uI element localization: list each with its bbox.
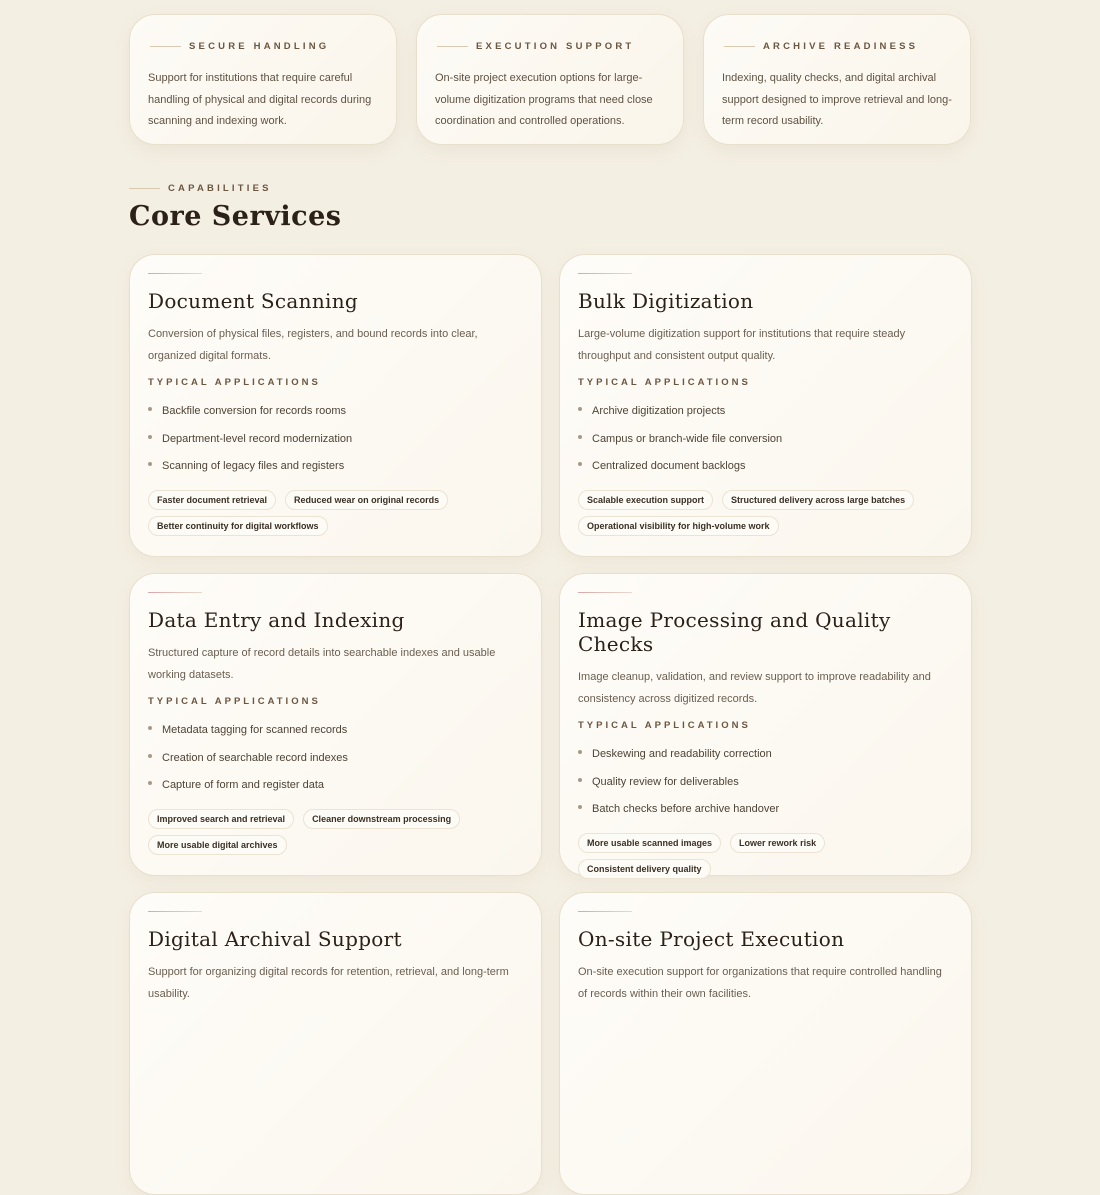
applications-label: TYPICAL APPLICATIONS	[148, 696, 321, 707]
benefit-tag: Reduced wear on original records	[285, 490, 448, 510]
benefit-tag: Operational visibility for high-volume work	[578, 516, 779, 536]
applications-list	[578, 741, 953, 824]
highlight-eyebrow: ARCHIVE READINESS	[724, 41, 952, 52]
benefit-tag: Faster document retrieval	[148, 490, 276, 510]
highlights-row	[129, 14, 971, 145]
application-item: Backfile conversion for records rooms	[148, 398, 523, 426]
applications-list	[148, 398, 523, 481]
application-item: Scanning of legacy files and registers	[148, 453, 523, 481]
highlight-eyebrow: SECURE HANDLING	[150, 41, 378, 52]
benefit-tags	[148, 490, 523, 536]
service-card	[129, 254, 542, 557]
benefit-tag: More usable scanned images	[578, 833, 721, 853]
benefit-tag: Consistent delivery quality	[578, 859, 711, 879]
highlight-card-archive-readiness	[703, 14, 971, 145]
section-title: Core Services	[129, 201, 342, 232]
highlight-card-execution-support	[416, 14, 684, 145]
service-description: Image cleanup, validation, and review support to improve readability and consistency across digitized records.	[578, 671, 931, 705]
card-accent-line	[148, 911, 202, 912]
card-accent-line	[578, 273, 632, 274]
benefit-tag: Better continuity for digital workflows	[148, 516, 328, 536]
card-accent-line	[148, 592, 202, 593]
benefit-tag: Scalable execution support	[578, 490, 713, 510]
applications-list	[148, 717, 523, 800]
application-item: Centralized document backlogs	[578, 453, 953, 481]
benefit-tag: Cleaner downstream processing	[303, 809, 460, 829]
service-description: Support for organizing digital records for retention, retrieval, and long-term usability.	[148, 966, 509, 1000]
applications-list	[578, 398, 953, 481]
benefit-tag: Structured delivery across large batches	[722, 490, 914, 510]
benefit-tag: More usable digital archives	[148, 835, 287, 855]
applications-label: TYPICAL APPLICATIONS	[578, 720, 751, 731]
eyebrow-rule	[150, 46, 181, 47]
service-title: Bulk Digitization	[578, 289, 754, 313]
application-item: Creation of searchable record indexes	[148, 745, 523, 773]
service-title: Document Scanning	[148, 289, 359, 313]
applications-label: TYPICAL APPLICATIONS	[578, 377, 751, 388]
service-card	[129, 892, 542, 1195]
service-title: Digital Archival Support	[148, 927, 402, 951]
application-item: Batch checks before archive handover	[578, 796, 953, 824]
service-card	[559, 892, 972, 1195]
benefit-tags	[148, 809, 523, 855]
service-description: Large-volume digitization support for institutions that require steady throughput and consistent output quality.	[578, 328, 906, 362]
card-accent-line	[578, 911, 632, 912]
benefit-tags	[578, 833, 953, 879]
application-item: Quality review for deliverables	[578, 769, 953, 797]
application-item: Department-level record modernization	[148, 426, 523, 454]
service-description: Conversion of physical files, registers, and bound records into clear, organized digital formats.	[148, 328, 478, 362]
section-eyebrow: CAPABILITIES	[129, 183, 272, 194]
services-grid	[129, 254, 972, 1195]
card-accent-line	[148, 273, 202, 274]
application-item: Metadata tagging for scanned records	[148, 717, 523, 745]
highlight-text: Support for institutions that require careful handling of physical and digital records during scanning and indexing work.	[148, 72, 372, 127]
eyebrow-rule	[724, 46, 755, 47]
application-item: Campus or branch-wide file conversion	[578, 426, 953, 454]
eyebrow-rule	[129, 188, 160, 189]
benefit-tag: Lower rework risk	[730, 833, 825, 853]
service-card	[559, 573, 972, 876]
service-title: Data Entry and Indexing	[148, 608, 405, 632]
service-description: On-site execution support for organizations that require controlled handling of records within their own facilities.	[578, 966, 942, 1000]
application-item: Capture of form and register data	[148, 772, 523, 800]
eyebrow-rule	[437, 46, 468, 47]
service-card	[559, 254, 972, 557]
service-title: Image Processing and Quality Checks	[578, 608, 891, 656]
applications-label: TYPICAL APPLICATIONS	[148, 377, 321, 388]
highlight-eyebrow: EXECUTION SUPPORT	[437, 41, 665, 52]
card-accent-line	[578, 592, 632, 593]
service-card	[129, 573, 542, 876]
benefit-tag: Improved search and retrieval	[148, 809, 294, 829]
application-item: Deskewing and readability correction	[578, 741, 953, 769]
highlight-card-secure-handling	[129, 14, 397, 145]
benefit-tags	[578, 490, 953, 536]
service-title: On-site Project Execution	[578, 927, 845, 951]
application-item: Archive digitization projects	[578, 398, 953, 426]
highlight-text: On-site project execution options for large-volume digitization programs that need close coordination and controlled operations.	[435, 72, 653, 127]
highlight-text: Indexing, quality checks, and digital archival support designed to improve retrieval and long-term record usability.	[722, 72, 952, 127]
service-description: Structured capture of record details into searchable indexes and usable working datasets.	[148, 647, 496, 681]
